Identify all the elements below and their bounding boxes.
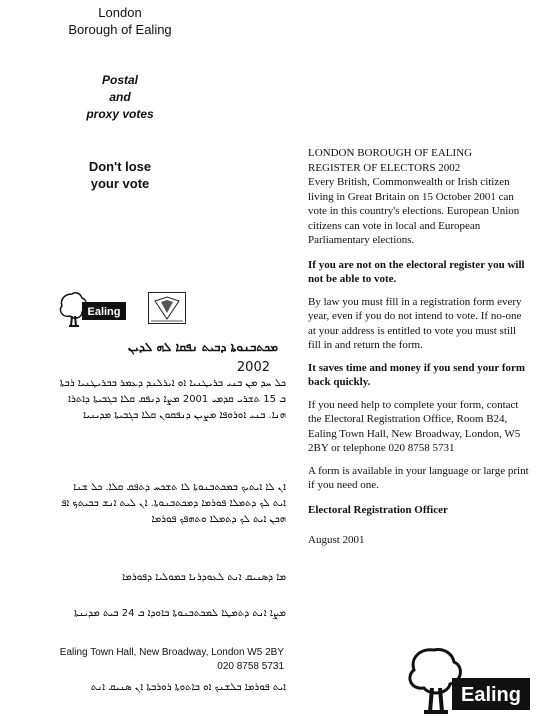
logo-text: Ealing xyxy=(460,684,522,706)
send-back-paragraph: It saves time and money if you send your form back quickly. xyxy=(308,361,526,388)
english-notice xyxy=(308,146,530,548)
syriac-title: ܡܟܬܒܢܘܬܐ ܕܒܝܬ ܢܦܩܐ ܠܗ ܠܕܝܢ xyxy=(127,340,278,354)
postal-proxy-title xyxy=(50,72,190,123)
warning-paragraph: If you are not on the electoral register you will not be able to vote. xyxy=(308,258,525,285)
heading-line-1: LONDON BOROUGH OF EALING xyxy=(308,147,473,159)
borough-name xyxy=(40,4,200,38)
syriac-paragraph-5: ܐܝܬ ܦܘܪܡܐ ܒܠܫܢܟ ܐܘ ܒܐܬܘܬܐ ܪܘܪܒܬܐ ܐܢ ܣܢܝܩ ܐܢܬ xyxy=(90,682,286,693)
syriac-paragraph-1: ܟܠ ܚܕ ܡܢ ܒܢܝ ܒܪܝܛܢܝܐ ܐܘ ܐܝܪܠܢܕ ܕܥܡܪ ܒܒܪܝܛܢܝܐ ܪܒܬܐ ܒ 15 ܬܫܪܝ ܩܕܡܝ 2001 ܡܨܐ ܕܢܦܩ ܩܠܐ ܒܓܒܝܬܐ ܕܐܬܪܐ ܗܢܐ. ܒܢܝ ܐܘܪܘܦܐ ܡܨܝܢ ܕܢܦܩܘܢ ܩܠܐ ܒܓܒܝܬܐ ܡܕܝܢܝܐ xyxy=(59,378,286,421)
address-phone: 020 8758 5731 xyxy=(217,661,284,672)
heading-line-2: REGISTER OF ELECTORS 2002 xyxy=(308,161,461,174)
syriac-paragraph-4: ܡܨܐ ܐܢܬ ܕܬܡܛܐ ܠܡܟܬܒܢܘܬܐ ܒܐܘܕܐ ܒ 24 ܒܝܬ ܡܕܝܢܬܐ xyxy=(73,608,286,619)
seal-icon xyxy=(148,292,186,324)
postal-line-1: Postal xyxy=(101,73,138,87)
dont-lose-line-1: Don't lose xyxy=(88,159,152,174)
ealing-logo-right xyxy=(404,644,532,716)
help-paragraph: If you need help to complete your form, contact the Electoral Registration Office, Room B24, Ealing Town Hall, New Broadway, London, W5 2BY or telephone 020 8758 5731 xyxy=(308,398,521,454)
logo-text: Ealing xyxy=(87,306,121,318)
language-paragraph: A form is available in your language or large print if you need one. xyxy=(308,464,529,491)
borough-line-1: London xyxy=(98,5,142,20)
dont-lose-line-2: your vote xyxy=(90,176,150,191)
notice-heading xyxy=(308,146,530,175)
eligibility-paragraph: Every British, Commonwealth or Irish citizen living in Great Britain on 15 October 2001 can vote in this country's elections. European Union citizens can vote in local and European Parliamentary elections. xyxy=(308,176,520,246)
ealing-logo-left xyxy=(58,288,128,328)
law-paragraph: By law you must fill in a registration form every year, even if you do not intend to vote. If no-one at your address is entitled to vote you must still fill in and return the form. xyxy=(308,295,522,351)
signature: Electoral Registration Officer xyxy=(308,503,448,516)
town-hall-address xyxy=(48,646,284,674)
address-line: Ealing Town Hall, New Broadway, London W5 2BY xyxy=(59,647,284,658)
syriac-year: 2002 xyxy=(236,360,270,375)
borough-line-2: Borough of Ealing xyxy=(68,22,172,37)
syriac-paragraph-2: ܐܢ ܠܐ ܐܝܬܝܟ ܒܡܟܬܒܢܘܬܐ ܠܐ ܬܫܟܚ ܕܬܦܩ ܩܠܐ. ܟܠ ܫܢܐ ܐܝܬ ܠܟ ܕܬܡܠܐ ܦܘܪܡܐ ܕܡܟܬܒܢܘܬܐ. ܐܢ ܠܝܬ ܐܢܫ ܒܒܝܬܟ ܐܦ ܗܟܢ ܐܝܬ ܠܟ ܕܬܡܠܐ ܘܬܗܦܟ ܦܘܪܡܐ xyxy=(60,482,286,525)
syriac-paragraph-3: ܡܐ ܕܣܢܝܩ ܐܢܬ ܠܥܘܕܪܢܐ ܒܡܘܠܝܐ ܕܦܘܪܡܐ xyxy=(122,572,286,583)
postal-line-3: proxy votes xyxy=(86,107,154,121)
postal-line-2: and xyxy=(109,90,131,104)
dont-lose-heading xyxy=(50,158,190,192)
notice-date: August 2001 xyxy=(308,534,365,546)
